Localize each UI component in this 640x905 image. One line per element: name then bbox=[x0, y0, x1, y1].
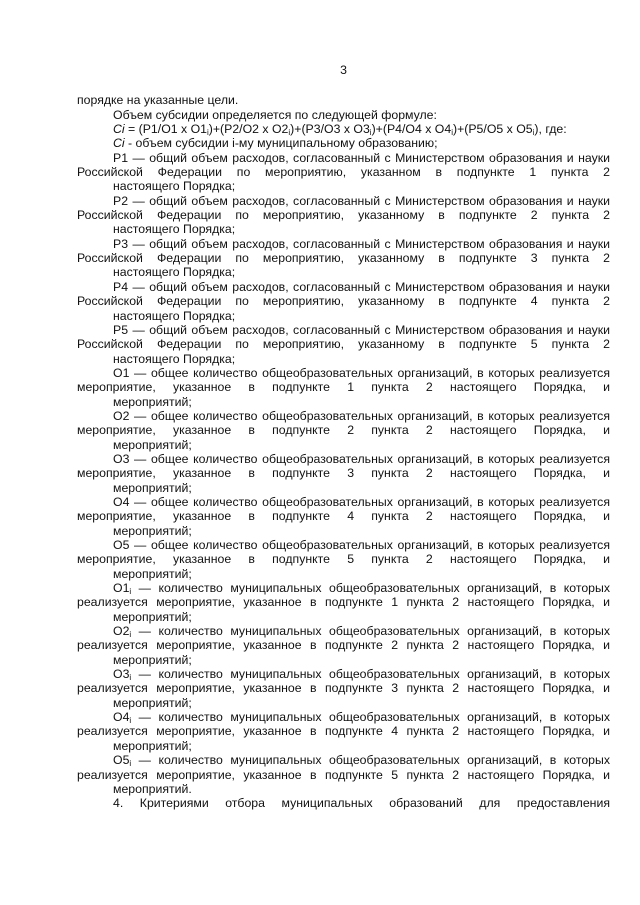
definition-subscript: i bbox=[129, 630, 132, 640]
formula-subscript: i bbox=[451, 128, 453, 138]
formula-part: )+(P3/O3 x O3 bbox=[290, 122, 370, 137]
definition-text: — количество муниципальных общеобразовательных организаций, в которых реализуется мероприятие, указанное в подпункте 4 пункта 2 настоящего Порядка, и bbox=[77, 710, 610, 739]
ci-text: - объем субсидии i-му муниципальному образованию; bbox=[124, 136, 438, 151]
definition-symbol: O2 bbox=[113, 408, 130, 423]
definitions-list bbox=[77, 151, 610, 811]
formula-part: )+(P4/O4 x O4 bbox=[371, 122, 452, 137]
formula-part: )+(P5/O5 x O5 bbox=[452, 122, 533, 137]
definition-symbol: P4 bbox=[113, 279, 129, 294]
definition-symbol: O1 bbox=[113, 365, 130, 380]
definition-subscript: i bbox=[129, 587, 132, 597]
definition-tail: мероприятий; bbox=[113, 394, 192, 409]
definition-text: — общий объем расходов, согласованный с Министерством образования и науки Российской Федерации по мероприятию, указанному в подпункте 5 пункта 2 bbox=[77, 322, 610, 352]
definition-text: — общее количество общеобразовательных организаций, в которых реализуется мероприятие, указанное в подпункте 2 пункта 2 настоящего Порядка, и bbox=[77, 408, 610, 438]
definition-tail: мероприятий; bbox=[113, 609, 192, 624]
ci-definition bbox=[77, 136, 610, 150]
definition-o2i bbox=[77, 624, 610, 667]
definition-tail: мероприятий; bbox=[113, 695, 192, 710]
formula-subscript: i bbox=[206, 128, 209, 138]
definition-text: — общий объем расходов, согласованный с Министерством образования и науки Российской Федерации по мероприятию, указанному в подпункте 4 пункта 2 bbox=[77, 279, 610, 309]
definition-tail: мероприятий; bbox=[113, 480, 192, 495]
definition-text: — общее количество общеобразовательных организаций, в которых реализуется мероприятие, указанное в подпункте 4 пункта 2 настоящего Порядка, и bbox=[77, 494, 610, 524]
formula-lhs: Ci bbox=[113, 122, 125, 137]
intro-line: порядке на указанные цели. bbox=[77, 93, 239, 108]
definition-tail: настоящего Порядка; bbox=[113, 308, 236, 323]
definition-symbol: P5 bbox=[113, 322, 129, 337]
definition-symbol: O4 bbox=[113, 710, 130, 725]
subsidy-formula bbox=[77, 122, 610, 136]
definition-text: — количество муниципальных общеобразовательных организаций, в которых реализуется мероприятие, указанное в подпункте 1 пункта 2 настоящего Порядка, и bbox=[77, 581, 610, 610]
definition-tail: мероприятий; bbox=[113, 437, 192, 452]
definition-symbol: P3 bbox=[113, 236, 129, 251]
definition-symbol: O3 bbox=[113, 667, 130, 682]
definition-text: — количество муниципальных общеобразовательных организаций, в которых реализуется мероприятие, указанное в подпункте 3 пункта 2 настоящего Порядка, и bbox=[77, 667, 610, 696]
definition-subscript: i bbox=[129, 673, 132, 683]
definition-tail: мероприятий; bbox=[113, 738, 192, 753]
definition-p5 bbox=[77, 323, 610, 366]
formula-part: )+(P2/O2 x O2 bbox=[208, 122, 289, 137]
definition-symbol: O2 bbox=[113, 624, 130, 639]
definition-o4i bbox=[77, 710, 610, 753]
definition-tail: настоящего Порядка; bbox=[113, 265, 236, 280]
definition-o5i bbox=[77, 753, 610, 796]
definition-symbol: O3 bbox=[113, 451, 130, 466]
definition-text: — общий объем расходов, согласованный с Министерством образования и науки Российской Федерации по мероприятию, указанному в подпункте 3 пункта 2 bbox=[77, 236, 610, 266]
document-page bbox=[77, 63, 610, 811]
formula-subscript: i bbox=[288, 128, 291, 138]
definition-text: — общий объем расходов, согласованный с Министерством образования и науки Российской Федерации по мероприятию, указанном в подпункте 1 пункта 2 bbox=[77, 150, 610, 180]
definition-o5 bbox=[77, 538, 610, 581]
definition-p1 bbox=[77, 151, 610, 194]
definition-text: — количество муниципальных общеобразовательных организаций, в которых реализуется мероприятие, указанное в подпункте 5 пункта 2 настоящего Порядка, и bbox=[77, 753, 610, 782]
ci-symbol: Ci bbox=[113, 136, 125, 151]
definition-subscript: i bbox=[129, 716, 132, 726]
definition-o4 bbox=[77, 495, 610, 538]
formula-part: = (P1/O1 x O1 bbox=[124, 122, 207, 137]
definition-o2 bbox=[77, 409, 610, 452]
definition-o3 bbox=[77, 452, 610, 495]
definition-text: — общий объем расходов, согласованный с Министерством образования и науки Российской Федерации по мероприятию, указанному в подпункте 2 пункта 2 bbox=[77, 193, 610, 223]
definition-text: — общее количество общеобразовательных организаций, в которых реализуется мероприятие, указанное в подпункте 1 пункта 2 настоящего Порядка, и bbox=[77, 365, 610, 395]
definition-tail: настоящего Порядка; bbox=[113, 222, 236, 237]
formula-part: ), где: bbox=[534, 122, 567, 137]
page-number: 3 bbox=[340, 63, 347, 77]
definition-tail: мероприятий; bbox=[113, 566, 192, 581]
definition-o1i bbox=[77, 581, 610, 624]
definition-p4 bbox=[77, 280, 610, 323]
formula-intro: Объем субсидии определяется по следующей формуле: bbox=[113, 107, 437, 122]
definition-text: — общее количество общеобразовательных организаций, в которых реализуется мероприятие, указанное в подпункте 5 пункта 2 настоящего Порядка, и bbox=[77, 538, 610, 567]
definition-tail: настоящего Порядка; bbox=[113, 351, 236, 366]
definition-symbol: O1 bbox=[113, 581, 130, 596]
formula-subscript: i bbox=[369, 128, 372, 138]
definition-tail: мероприятий; bbox=[113, 652, 192, 667]
definition-p3 bbox=[77, 237, 610, 280]
definition-symbol: O5 bbox=[113, 753, 130, 768]
definition-symbol: P2 bbox=[113, 193, 129, 208]
definition-symbol: O4 bbox=[113, 494, 130, 509]
item-4-heading: 4. Критериями отбора муниципальных образований для предоставления bbox=[113, 796, 610, 811]
definition-o1 bbox=[77, 366, 610, 409]
definition-text: — количество муниципальных общеобразовательных организаций, в которых реализуется мероприятие, указанное в подпункте 2 пункта 2 настоящего Порядка, и bbox=[77, 624, 610, 653]
definition-o3i bbox=[77, 667, 610, 710]
definition-tail: настоящего Порядка; bbox=[113, 179, 236, 194]
definition-text: — общее количество общеобразовательных организаций, в которых реализуется мероприятие, указанное в подпункте 3 пункта 2 настоящего Порядка, и bbox=[77, 451, 610, 481]
definition-tail: мероприятий; bbox=[113, 523, 192, 538]
definition-tail: мероприятий. bbox=[113, 781, 192, 796]
definition-subscript: i bbox=[129, 759, 132, 769]
definition-p2 bbox=[77, 194, 610, 237]
definition-symbol: P1 bbox=[113, 150, 129, 165]
definition-symbol: O5 bbox=[113, 538, 130, 552]
formula-subscript: i bbox=[532, 128, 535, 138]
